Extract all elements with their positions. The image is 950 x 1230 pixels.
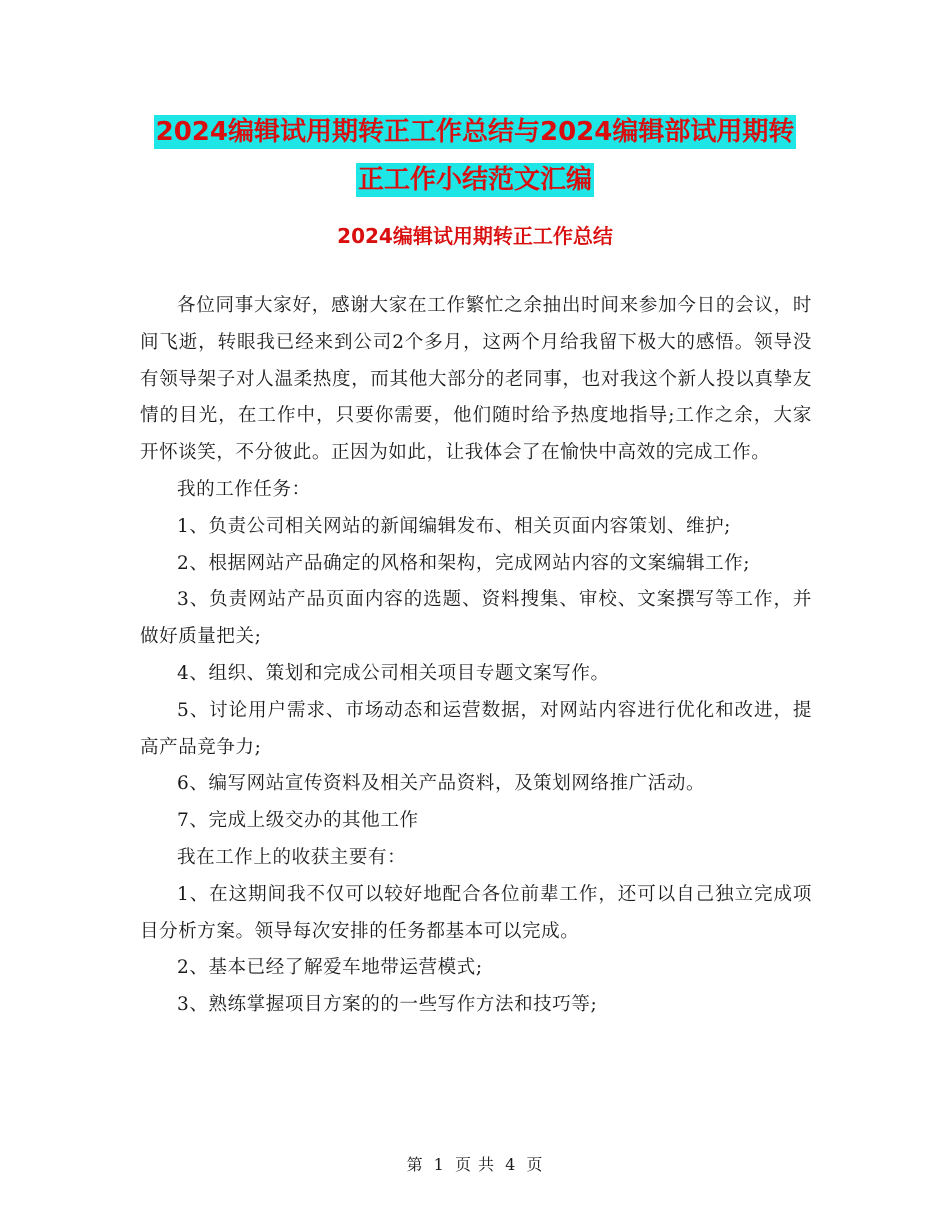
paragraph: 我在工作上的收获主要有： [177,846,407,868]
paragraph: 3、熟练掌握项目方案的的一些写作方法和技巧等; [177,994,598,1016]
paragraph: 3、负责网站产品页面内容的选题、资料搜集、审校、文案撰写等工作，并做好质量把关; [140,589,812,648]
paragraph: 2、根据网站产品确定的风格和架构，完成网站内容的文案编辑工作; [177,552,751,574]
paragraph: 6、编写网站宣传资料及相关产品资料，及策划网络推广活动。 [177,773,706,795]
page-footer [0,1152,950,1175]
paragraph: 1、在这期间我不仅可以较好地配合各位前辈工作，还可以自己独立完成项目分析方案。领导每次安排的任务都基本可以完成。 [140,883,812,942]
footer-total-pages: 4 [505,1155,517,1174]
document-title [140,108,810,204]
paragraph: 1、负责公司相关网站的新闻编辑发布、相关页面内容策划、维护; [177,515,732,537]
section-title: 2024编辑试用期转正工作总结 [337,224,613,248]
footer-current-page: 1 [433,1155,445,1174]
paragraph: 2、基本已经了解爱车地带运营模式; [177,957,483,979]
document-body [140,288,812,1024]
footer-suffix: 页 [526,1155,544,1174]
paragraph: 7、完成上级交办的其他工作 [177,810,419,832]
paragraph: 4、组织、策划和完成公司相关项目专题文案写作。 [177,662,610,684]
paragraph: 5、讨论用户需求、市场动态和运营数据，对网站内容进行优化和改进，提高产品竞争力; [140,699,812,758]
footer-prefix: 第 [406,1155,424,1174]
footer-middle: 页 共 [454,1155,496,1174]
document-title-line1: 2024编辑试用期转正工作总结与2024编辑部试用期转 [155,117,795,147]
document-title-line2: 正工作小结范文汇编 [357,165,592,195]
paragraph: 我的工作任务： [177,478,311,500]
paragraph: 各位同事大家好，感谢大家在工作繁忙之余抽出时间来参加今日的会议，时间飞逝，转眼我已经来到公司2个多月，这两个月给我留下极大的感悟。领导没有领导架子对人温柔热度，而其他大部分的老同事，也对我这个新人投以真挚友情的目光，在工作中，只要你需要，他们随时给予热度地指导;工作之余，大家开怀谈笑，不分彼此。正因为如此，让我体会了在愉快中高效的完成工作。 [140,295,812,464]
